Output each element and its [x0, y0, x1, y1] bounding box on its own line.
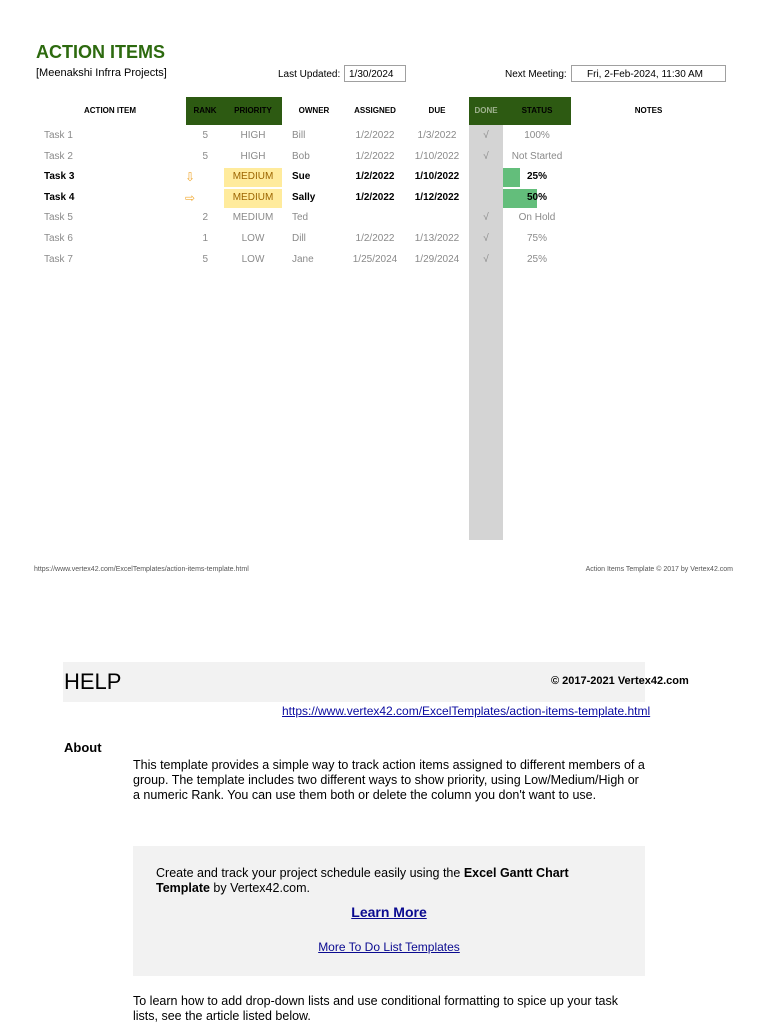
cell-action-item[interactable]: Task 1 — [44, 130, 73, 141]
cell-priority[interactable]: LOW — [241, 233, 265, 244]
page-title: ACTION ITEMS — [36, 42, 165, 62]
footer-url[interactable]: https://www.vertex42.com/ExcelTemplates/action-items-template.html — [34, 566, 249, 573]
cell-owner[interactable]: Bob — [292, 150, 310, 162]
cell-status[interactable]: 75% — [526, 233, 547, 244]
next-meeting-field[interactable]: Fri, 2-Feb-2024, 11:30 AM — [571, 65, 726, 82]
cell-assigned[interactable]: 1/25/2024 — [352, 253, 398, 265]
more-templates-link[interactable]: More To Do List Templates — [318, 940, 460, 954]
cell-action-item[interactable]: Task 7 — [44, 253, 73, 265]
header-done[interactable]: DONE — [469, 97, 503, 125]
cell-done[interactable]: √ — [483, 233, 489, 244]
cell-due[interactable] — [406, 208, 468, 228]
cell-assigned[interactable]: 1/2/2022 — [355, 171, 395, 183]
cell-assigned[interactable]: 1/2/2022 — [355, 191, 395, 203]
cell-done[interactable] — [469, 188, 503, 208]
header-action-item[interactable]: ACTION ITEM — [84, 106, 136, 115]
promo-suffix: by Vertex42.com. — [209, 881, 311, 895]
cell-priority[interactable]: MEDIUM — [232, 171, 274, 183]
cell-status[interactable]: 100% — [524, 130, 550, 141]
cell-owner[interactable]: Bill — [292, 130, 306, 141]
about-heading: About — [64, 740, 102, 755]
cell-rank[interactable] — [186, 188, 208, 208]
cell-due[interactable]: 1/10/2022 — [414, 150, 460, 162]
cell-priority[interactable]: MEDIUM — [232, 191, 274, 203]
cell-action-item[interactable]: Task 4 — [44, 191, 75, 203]
last-updated-field[interactable]: 1/30/2024 — [344, 65, 406, 82]
promo-bold: Excel Gantt Chart Template — [156, 866, 569, 895]
cell-action-item[interactable]: Task 5 — [44, 212, 73, 224]
cell-status[interactable]: 25% — [526, 253, 547, 265]
cell-owner[interactable]: Ted — [292, 212, 309, 224]
cell-due[interactable]: 1/29/2024 — [414, 253, 460, 265]
cell-owner[interactable]: Dill — [292, 233, 306, 244]
cell-status[interactable]: 25% — [526, 171, 547, 183]
cell-done[interactable]: √ — [483, 130, 489, 141]
cell-status[interactable]: 50% — [526, 191, 547, 203]
next-meeting-label: Next Meeting: — [505, 69, 567, 80]
cell-owner[interactable]: Jane — [292, 253, 314, 265]
cell-due[interactable]: 1/12/2022 — [414, 191, 460, 203]
right-arrow-icon: ⇨ — [185, 190, 196, 205]
cell-rank[interactable]: 2 — [202, 212, 208, 224]
cell-action-item[interactable]: Task 3 — [44, 171, 75, 183]
learn-more-link[interactable]: Learn More — [351, 904, 427, 920]
cell-status[interactable]: On Hold — [518, 212, 556, 224]
header-notes[interactable]: NOTES — [634, 106, 663, 115]
help-link[interactable]: https://www.vertex42.com/ExcelTemplates/action-items-template.html — [282, 704, 651, 718]
help-copyright: © 2017-2021 Vertex42.com — [551, 675, 689, 687]
cell-rank[interactable]: 5 — [202, 253, 208, 265]
cell-rank[interactable]: 5 — [202, 150, 208, 162]
promo-prefix: Create and track your project schedule easily using the — [156, 866, 464, 880]
down-left-arrow-icon: ⇩ — [185, 170, 196, 185]
cell-owner[interactable]: Sue — [292, 171, 311, 183]
last-updated-label: Last Updated: — [278, 69, 341, 80]
cell-done[interactable]: √ — [483, 150, 489, 162]
help-title: HELP — [64, 669, 122, 694]
header-priority[interactable]: PRIORITY — [224, 97, 282, 125]
cell-owner[interactable]: Sally — [292, 191, 316, 203]
cell-priority[interactable]: MEDIUM — [232, 212, 274, 224]
cell-action-item[interactable]: Task 6 — [44, 233, 73, 244]
promo-text — [156, 866, 626, 896]
cell-due[interactable]: 1/10/2022 — [414, 171, 460, 183]
header-status[interactable]: STATUS — [503, 97, 571, 125]
header-rank[interactable]: RANK — [186, 97, 224, 125]
cell-priority[interactable]: HIGH — [240, 130, 266, 141]
cell-priority[interactable]: HIGH — [240, 150, 266, 162]
cell-done[interactable]: √ — [483, 212, 489, 224]
cell-rank[interactable]: 5 — [202, 130, 208, 141]
about-text: This template provides a simple way to track action items assigned to different members of a group. The template includes two different ways to show priority, using Low/Medium/High or a numeric Rank. You can use them both or delete the column you don't want to use. — [133, 758, 645, 802]
cell-due[interactable]: 1/3/2022 — [417, 130, 457, 141]
cell-assigned[interactable]: 1/2/2022 — [355, 130, 395, 141]
header-owner[interactable]: OWNER — [298, 106, 330, 115]
cell-rank[interactable]: 1 — [202, 233, 208, 244]
closing-text: To learn how to add drop-down lists and use conditional formatting to spice up your task lists, see the article listed below. — [133, 994, 618, 1023]
project-name: [Meenakshi Infrra Projects] — [36, 67, 167, 79]
cell-assigned[interactable]: 1/2/2022 — [355, 233, 395, 244]
header-due[interactable]: DUE — [428, 106, 446, 115]
cell-status[interactable]: Not Started — [511, 150, 563, 162]
cell-due[interactable]: 1/13/2022 — [414, 233, 460, 244]
footer-copyright: Action Items Template © 2017 by Vertex42.com — [585, 566, 733, 573]
cell-assigned[interactable] — [344, 208, 406, 228]
header-assigned[interactable]: ASSIGNED — [354, 106, 396, 115]
cell-action-item[interactable]: Task 2 — [44, 150, 73, 162]
cell-assigned[interactable]: 1/2/2022 — [355, 150, 395, 162]
cell-done[interactable]: √ — [483, 253, 489, 265]
cell-rank[interactable] — [186, 167, 208, 187]
cell-priority[interactable]: LOW — [241, 253, 265, 265]
cell-done[interactable] — [469, 167, 503, 187]
